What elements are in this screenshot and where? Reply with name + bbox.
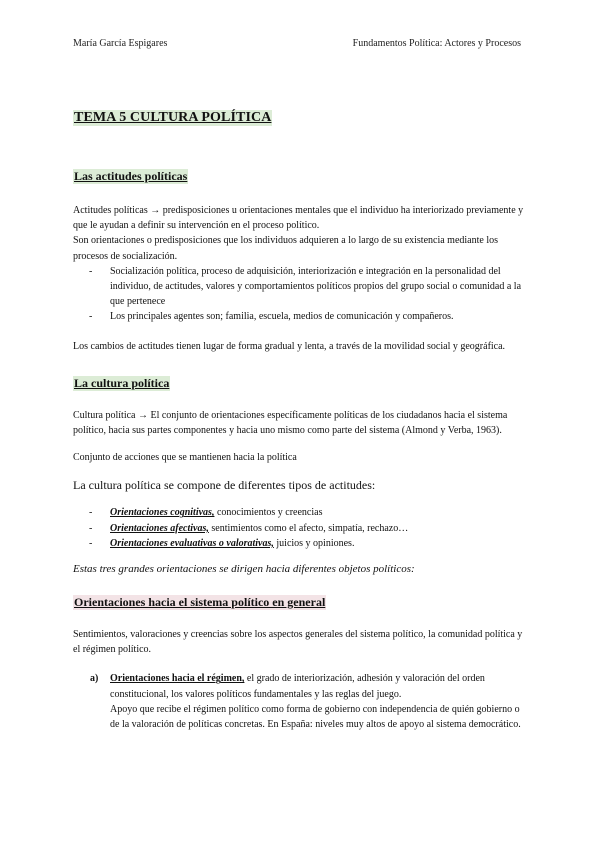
- document-body: [73, 108, 528, 732]
- paragraph: Sentimientos, valoraciones y creencias sobre los aspectos generales del sistema político, la comunidad política y el régimen político.: [73, 629, 523, 656]
- list-item: - Los principales agentes son; familia, escuela, medios de comunicación y compañeros.: [73, 309, 528, 324]
- paragraph: Los cambios de actitudes tienen lugar de forma gradual y lenta, a través de la movilidad social y geográfica.: [73, 340, 506, 352]
- list-item: - Socialización política, proceso de adquisición, interiorización e integración en la personalidad del individuo, de actitudes, valores y comportamientos políticos propios del grupo social o comunidad a la que pertenece: [73, 264, 528, 310]
- term: Orientaciones afectivas,: [110, 522, 209, 534]
- paragraph: Actitudes políticas → predisposiciones u orientaciones mentales que el individuo ha interiorizado previamente y que le ayudan a definir su intervención en el proceso político.: [73, 205, 524, 232]
- list-item-a: [73, 671, 528, 732]
- term-desc: conocimientos y creencias: [214, 507, 323, 519]
- section-heading-cultura: La cultura política: [74, 375, 170, 390]
- paragraph: Son orientaciones o predisposiciones que los individuos adquieren a lo largo de su existencia mediante los procesos de socialización.: [73, 235, 498, 262]
- list-item: [73, 505, 528, 520]
- list-item: [73, 521, 528, 536]
- term-desc: sentimientos como el afecto, simpatía, rechazo…: [208, 522, 409, 534]
- list-item: [73, 536, 528, 551]
- header-author: María García Espigares: [73, 38, 168, 49]
- bullet-list: [73, 505, 528, 551]
- page-title: TEMA 5 CULTURA POLÍTICA: [74, 110, 272, 125]
- term-desc: juicios y opiniones.: [273, 537, 355, 549]
- header-course: Fundamentos Política: Actores y Procesos: [352, 38, 521, 49]
- paragraph: Conjunto de acciones que se mantienen hacia la política: [73, 452, 297, 464]
- section-heading-actitudes: Las actitudes políticas: [74, 169, 188, 183]
- paragraph: La cultura política se compone de diferentes tipos de actitudes:: [73, 478, 376, 493]
- list-marker: a): [90, 673, 99, 685]
- bullet-list: [73, 264, 528, 325]
- italic-note: Estas tres grandes orientaciones se dirigen hacia diferentes objetos políticos:: [73, 563, 415, 576]
- section-heading-orientaciones: Orientaciones hacia el sistema político en general: [74, 595, 326, 610]
- term: Orientaciones evaluativas o valorativas,: [110, 537, 274, 549]
- term: Orientaciones hacia el régimen,: [110, 673, 245, 685]
- term: Orientaciones cognitivas,: [110, 507, 215, 519]
- term-desc: el grado de interiorización, adhesión y valoración del orden constitucional, los valores políticos fundamentales y las reglas del juego.: [110, 673, 485, 700]
- paragraph: Cultura política → El conjunto de orientaciones específicamente políticas de los ciudadanos hacia el sistema político, hacia sus partes componentes y hacia uno mismo como parte del sistema (Almond y Verba, 1963).: [73, 409, 508, 437]
- continuation: Apoyo que recibe el régimen político como forma de gobierno con independencia de quién gobierno o de la valoración de políticas concretas. En España: niveles muy altos de apoyo al sistema democrático.: [110, 703, 521, 731]
